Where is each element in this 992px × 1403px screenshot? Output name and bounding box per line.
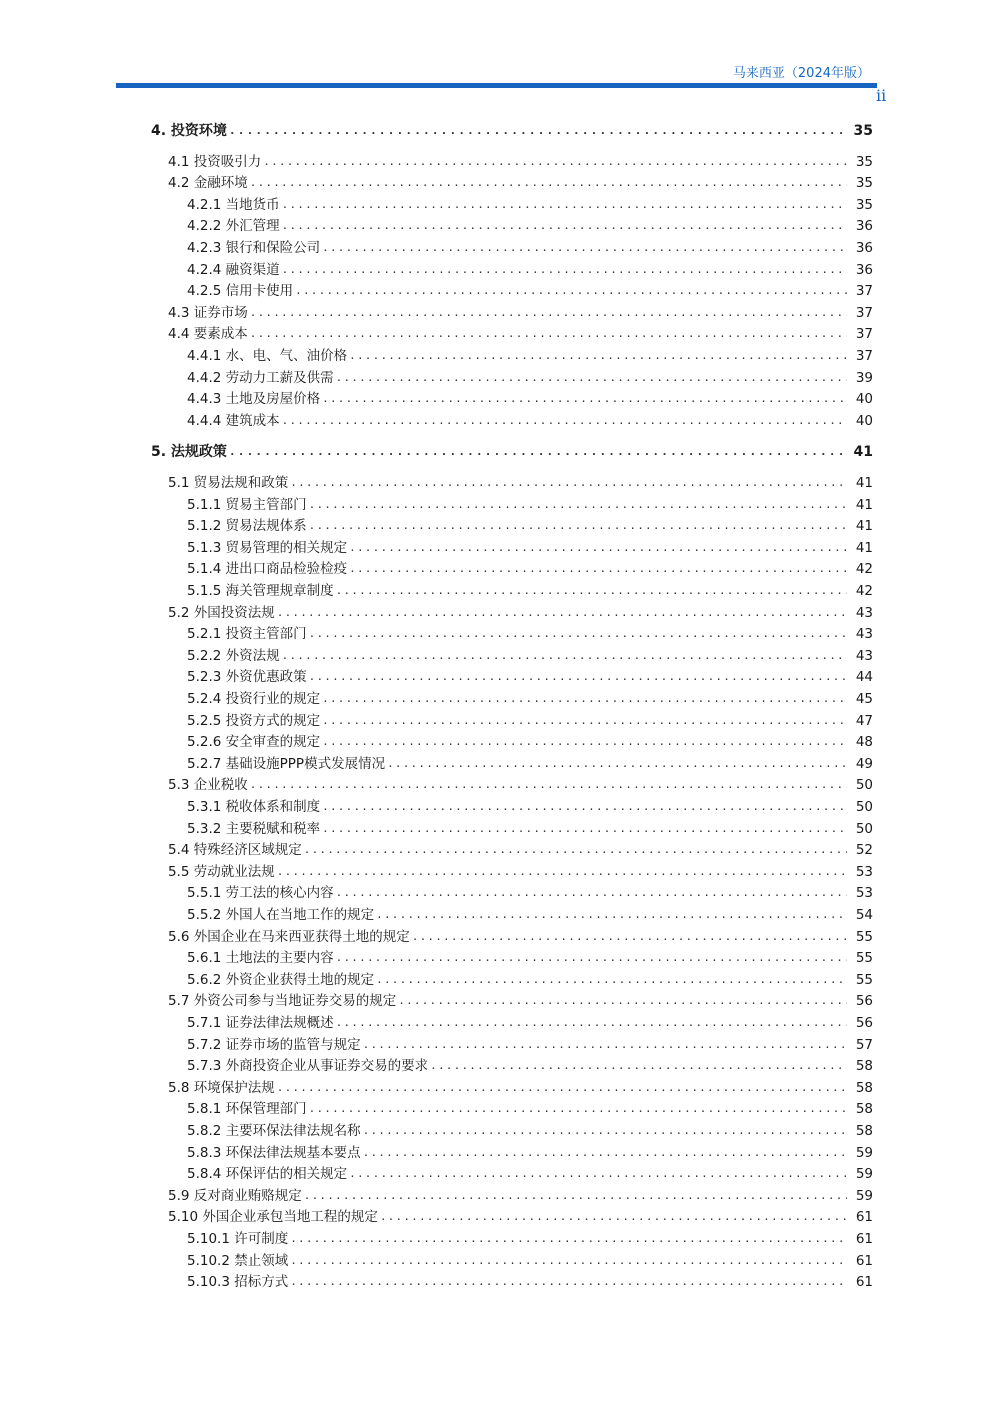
toc-dot-leader bbox=[336, 1012, 847, 1034]
toc-entry-page: 41 bbox=[855, 539, 873, 556]
toc-entry-label: 5.8.1 环保管理部门 bbox=[187, 1101, 307, 1118]
toc-dot-leader bbox=[349, 537, 847, 559]
toc-entry-page: 37 bbox=[855, 348, 873, 364]
toc-entry-label: 4.1 投资吸引力 bbox=[168, 153, 262, 170]
toc-dot-leader bbox=[277, 602, 847, 624]
toc-entry-label: 4.3 证券市场 bbox=[168, 304, 248, 321]
toc-entry-page: 50 bbox=[855, 799, 873, 815]
toc-entry-label: 5.1.3 贸易管理的相关规定 bbox=[187, 539, 348, 556]
toc-dot-leader bbox=[277, 1077, 847, 1099]
toc-entry-label: 5.5 劳动就业法规 bbox=[168, 863, 275, 880]
toc-entry-label: 5.8 环境保护法规 bbox=[168, 1079, 275, 1096]
toc-entry-label: 5.8.4 环保评估的相关规定 bbox=[187, 1166, 348, 1183]
toc-entry-label: 5.10 外国企业承包当地工程的规定 bbox=[168, 1209, 378, 1226]
toc-dot-leader bbox=[290, 1228, 847, 1250]
toc-entry[interactable] bbox=[0, 1077, 992, 1099]
toc-entry-page: 53 bbox=[855, 885, 873, 902]
toc-entry[interactable] bbox=[0, 710, 992, 732]
toc-dot-leader bbox=[277, 861, 847, 883]
toc-entry-page: 36 bbox=[855, 218, 873, 235]
toc-entry-label: 5.2.4 投资行业的规定 bbox=[187, 691, 321, 707]
toc-entry-label: 4.4.1 水、电、气、油价格 bbox=[187, 348, 348, 364]
toc-entry-label: 5. 法规政策 bbox=[151, 444, 227, 461]
toc-entry-label: 5.5.1 劳工法的核心内容 bbox=[187, 885, 334, 902]
toc-dot-leader bbox=[336, 580, 847, 602]
toc-entry[interactable] bbox=[0, 753, 992, 775]
toc-entry-label: 5.3.2 主要税赋和税率 bbox=[187, 820, 321, 837]
toc-dot-leader bbox=[380, 1206, 847, 1228]
toc-entry-page: 59 bbox=[855, 1144, 873, 1161]
toc-dot-leader bbox=[309, 494, 847, 516]
toc-dot-leader bbox=[322, 796, 847, 818]
toc-entry[interactable] bbox=[0, 151, 992, 173]
toc-entry[interactable] bbox=[0, 818, 992, 840]
toc-entry[interactable] bbox=[0, 194, 992, 216]
toc-dot-leader bbox=[349, 1163, 847, 1185]
page-number: ii bbox=[876, 86, 887, 105]
toc-entry-page: 39 bbox=[855, 369, 873, 386]
toc-entry-label: 5.2.5 投资方式的规定 bbox=[187, 712, 321, 729]
toc-entry[interactable] bbox=[0, 259, 992, 281]
toc-entry[interactable] bbox=[0, 215, 992, 237]
toc-entry[interactable] bbox=[0, 1034, 992, 1056]
toc-dot-leader bbox=[282, 645, 847, 667]
toc-entry-page: 37 bbox=[855, 283, 873, 300]
toc-entry[interactable] bbox=[0, 410, 992, 432]
toc-entry-label: 4.2 金融环境 bbox=[168, 175, 248, 192]
toc-entry-label: 4.4 要素成本 bbox=[168, 326, 248, 343]
toc-entry[interactable] bbox=[0, 947, 992, 969]
toc-dot-leader bbox=[376, 969, 847, 991]
toc-entry[interactable] bbox=[0, 861, 992, 883]
toc-entry-page: 56 bbox=[855, 1015, 873, 1031]
toc-dot-leader bbox=[304, 1185, 847, 1207]
toc-entry-page: 52 bbox=[855, 842, 873, 859]
toc-entry[interactable] bbox=[0, 323, 992, 345]
toc-entry-label: 4.4.2 劳动力工薪及供需 bbox=[187, 369, 334, 386]
toc-entry-page: 50 bbox=[855, 820, 873, 837]
toc-entry[interactable] bbox=[0, 623, 992, 645]
toc-entry[interactable] bbox=[0, 302, 992, 324]
toc-entry[interactable] bbox=[0, 645, 992, 667]
toc-dot-leader bbox=[309, 666, 847, 688]
toc-entry-label: 4. 投资环境 bbox=[151, 123, 227, 139]
toc-dot-leader bbox=[322, 688, 847, 710]
toc-entry-page: 43 bbox=[855, 626, 873, 643]
toc-dot-leader bbox=[290, 1250, 847, 1272]
toc-entry-page: 41 bbox=[855, 518, 873, 535]
toc-entry-label: 5.1 贸易法规和政策 bbox=[168, 475, 289, 491]
toc-entry[interactable] bbox=[0, 1206, 992, 1228]
toc-entry[interactable] bbox=[0, 882, 992, 904]
toc-entry[interactable] bbox=[0, 1098, 992, 1120]
toc-entry-page: 42 bbox=[855, 583, 873, 599]
toc-dot-leader bbox=[295, 280, 847, 302]
toc-dot-leader bbox=[336, 947, 847, 969]
toc-entry-label: 5.2.3 外资优惠政策 bbox=[187, 669, 307, 686]
toc-entry-page: 43 bbox=[855, 604, 873, 621]
toc-entry-page: 61 bbox=[855, 1209, 873, 1226]
toc-entry-page: 58 bbox=[855, 1079, 873, 1096]
toc-dot-leader bbox=[430, 1055, 847, 1077]
toc-dot-leader bbox=[322, 818, 847, 840]
toc-entry[interactable] bbox=[0, 537, 992, 559]
toc-entry-page: 47 bbox=[855, 712, 873, 729]
toc-entry[interactable] bbox=[0, 237, 992, 259]
toc-entry-page: 61 bbox=[855, 1274, 873, 1291]
toc-entry-page: 59 bbox=[855, 1166, 873, 1183]
toc-entry-page: 55 bbox=[855, 928, 873, 945]
toc-dot-leader bbox=[309, 623, 847, 645]
toc-dot-leader bbox=[229, 120, 847, 142]
toc-entry[interactable] bbox=[0, 1142, 992, 1164]
toc-dot-leader bbox=[309, 1098, 847, 1120]
toc-dot-leader bbox=[229, 441, 847, 463]
toc-entry-label: 5.2.7 基础设施PPP模式发展情况 bbox=[187, 755, 386, 772]
toc-dot-leader bbox=[282, 194, 847, 216]
toc-entry-page: 37 bbox=[855, 304, 873, 321]
toc-entry-page: 61 bbox=[855, 1231, 873, 1247]
toc-entry[interactable] bbox=[0, 345, 992, 367]
toc-entry-label: 4.2.5 信用卡使用 bbox=[187, 283, 294, 300]
toc-entry-page: 56 bbox=[855, 993, 873, 1010]
toc-entry-page: 54 bbox=[855, 907, 873, 923]
toc-entry-page: 41 bbox=[855, 496, 873, 513]
toc-entry-label: 4.2.2 外汇管理 bbox=[187, 218, 280, 235]
toc-entry-page: 44 bbox=[855, 669, 873, 686]
toc-entry-page: 40 bbox=[855, 412, 873, 429]
toc-entry[interactable] bbox=[0, 1120, 992, 1142]
toc-entry-label: 5.2.2 外资法规 bbox=[187, 647, 280, 664]
toc-entry-label: 5.9 反对商业贿赂规定 bbox=[168, 1187, 302, 1204]
toc-entry[interactable] bbox=[0, 494, 992, 516]
toc-entry[interactable] bbox=[0, 774, 992, 796]
toc-entry-label: 5.10.3 招标方式 bbox=[187, 1274, 289, 1291]
toc-entry-label: 5.1.5 海关管理规章制度 bbox=[187, 583, 334, 599]
toc-entry-label: 5.7.1 证券法律法规概述 bbox=[187, 1015, 334, 1031]
toc-chapter-entry[interactable] bbox=[0, 441, 992, 463]
toc-dot-leader bbox=[250, 774, 847, 796]
toc-entry-page: 61 bbox=[855, 1252, 873, 1269]
toc-entry-page: 35 bbox=[855, 196, 873, 213]
toc-entry-label: 5.7.3 外商投资企业从事证券交易的要求 bbox=[187, 1058, 429, 1075]
toc-chapter-entry[interactable] bbox=[0, 120, 992, 142]
toc-entry[interactable] bbox=[0, 172, 992, 194]
toc-entry[interactable] bbox=[0, 280, 992, 302]
toc-entry[interactable] bbox=[0, 388, 992, 410]
toc-entry-label: 4.2.3 银行和保险公司 bbox=[187, 240, 321, 256]
toc-entry[interactable] bbox=[0, 1163, 992, 1185]
toc-entry[interactable] bbox=[0, 580, 992, 602]
toc-entry[interactable] bbox=[0, 1185, 992, 1207]
toc-entry-label: 5.1.4 进出口商品检验检疫 bbox=[187, 561, 348, 578]
toc-entry-page: 37 bbox=[855, 326, 873, 343]
toc-entry[interactable] bbox=[0, 602, 992, 624]
toc-entry-page: 57 bbox=[855, 1036, 873, 1053]
toc-dot-leader bbox=[282, 410, 847, 432]
toc-entry-page: 42 bbox=[855, 561, 873, 578]
toc-entry[interactable] bbox=[0, 731, 992, 753]
toc-entry[interactable] bbox=[0, 688, 992, 710]
toc-dot-leader bbox=[363, 1120, 847, 1142]
toc-entry-page: 48 bbox=[855, 734, 873, 751]
toc-entry-label: 5.1.1 贸易主管部门 bbox=[187, 496, 307, 513]
toc-entry[interactable] bbox=[0, 1055, 992, 1077]
toc-dot-leader bbox=[336, 367, 847, 389]
toc-entry-page: 41 bbox=[853, 444, 873, 461]
toc-entry[interactable] bbox=[0, 1250, 992, 1272]
toc-entry-page: 53 bbox=[855, 863, 873, 880]
toc-entry-page: 35 bbox=[855, 153, 873, 170]
toc-entry-label: 5.6.1 土地法的主要内容 bbox=[187, 950, 334, 967]
toc-entry-label: 5.2.6 安全审查的规定 bbox=[187, 734, 321, 751]
toc-dot-leader bbox=[250, 172, 847, 194]
toc-dot-leader bbox=[322, 731, 847, 753]
toc-dot-leader bbox=[250, 323, 847, 345]
toc-dot-leader bbox=[349, 345, 847, 367]
toc-entry-label: 5.8.2 主要环保法律法规名称 bbox=[187, 1123, 361, 1139]
toc-entry-label: 5.4 特殊经济区域规定 bbox=[168, 842, 302, 859]
toc-dot-leader bbox=[363, 1142, 847, 1164]
toc-entry-page: 45 bbox=[855, 691, 873, 707]
running-header-title: 马来西亚（2024年版） bbox=[732, 66, 870, 81]
toc-entry[interactable] bbox=[0, 1012, 992, 1034]
toc-dot-leader bbox=[250, 302, 847, 324]
toc-entry-label: 5.2 外国投资法规 bbox=[168, 604, 275, 621]
toc-entry[interactable] bbox=[0, 558, 992, 580]
toc-entry-page: 41 bbox=[855, 475, 873, 491]
toc-dot-leader bbox=[304, 839, 847, 861]
toc-entry-label: 4.4.3 土地及房屋价格 bbox=[187, 391, 321, 408]
toc-entry-page: 58 bbox=[855, 1101, 873, 1118]
toc-dot-leader bbox=[290, 1271, 847, 1293]
toc-entry-page: 58 bbox=[855, 1123, 873, 1139]
toc-entry-page: 40 bbox=[855, 391, 873, 408]
toc-dot-leader bbox=[282, 259, 847, 281]
toc-entry-page: 35 bbox=[855, 175, 873, 192]
toc-entry[interactable] bbox=[0, 904, 992, 926]
header-rule bbox=[116, 83, 877, 88]
toc-entry-label: 5.1.2 贸易法规体系 bbox=[187, 518, 307, 535]
toc-dot-leader bbox=[282, 215, 847, 237]
toc-entry-label: 5.5.2 外国人在当地工作的规定 bbox=[187, 907, 375, 923]
toc-entry-page: 55 bbox=[855, 950, 873, 967]
toc-dot-leader bbox=[376, 904, 847, 926]
toc-dot-leader bbox=[322, 237, 847, 259]
toc-entry-label: 5.3.1 税收体系和制度 bbox=[187, 799, 321, 815]
toc-entry[interactable] bbox=[0, 666, 992, 688]
toc-entry-label: 5.2.1 投资主管部门 bbox=[187, 626, 307, 643]
toc-entry[interactable] bbox=[0, 472, 992, 494]
toc-dot-leader bbox=[263, 151, 847, 173]
toc-entry-label: 5.8.3 环保法律法规基本要点 bbox=[187, 1144, 361, 1161]
toc-dot-leader bbox=[412, 926, 847, 948]
toc-entry[interactable] bbox=[0, 367, 992, 389]
toc-entry-page: 50 bbox=[855, 777, 873, 794]
toc-entry[interactable] bbox=[0, 1228, 992, 1250]
toc-entry-page: 36 bbox=[855, 240, 873, 256]
toc-entry-label: 4.2.4 融资渠道 bbox=[187, 261, 280, 278]
toc-entry-page: 35 bbox=[853, 123, 873, 139]
toc-entry[interactable] bbox=[0, 796, 992, 818]
toc-entry-label: 5.7.2 证券市场的监管与规定 bbox=[187, 1036, 361, 1053]
toc-entry-page: 58 bbox=[855, 1058, 873, 1075]
toc-entry[interactable] bbox=[0, 1271, 992, 1293]
toc-entry-page: 59 bbox=[855, 1187, 873, 1204]
toc-entry[interactable] bbox=[0, 990, 992, 1012]
toc-entry-page: 55 bbox=[855, 971, 873, 988]
toc-entry-label: 4.4.4 建筑成本 bbox=[187, 412, 280, 429]
toc-entry[interactable] bbox=[0, 969, 992, 991]
toc-entry-label: 5.10.1 许可制度 bbox=[187, 1231, 289, 1247]
toc-entry-label: 4.2.1 当地货币 bbox=[187, 196, 280, 213]
toc-dot-leader bbox=[398, 990, 847, 1012]
toc-dot-leader bbox=[322, 710, 847, 732]
toc-entry-label: 5.7 外资公司参与当地证券交易的规定 bbox=[168, 993, 397, 1010]
toc-entry-label: 5.6.2 外资企业获得土地的规定 bbox=[187, 971, 375, 988]
toc-entry-label: 5.10.2 禁止领域 bbox=[187, 1252, 289, 1269]
toc-dot-leader bbox=[349, 558, 847, 580]
toc-dot-leader bbox=[363, 1034, 847, 1056]
toc-entry-label: 5.6 外国企业在马来西亚获得土地的规定 bbox=[168, 928, 410, 945]
toc-dot-leader bbox=[309, 515, 847, 537]
toc-entry-page: 36 bbox=[855, 261, 873, 278]
toc-dot-leader bbox=[336, 882, 847, 904]
toc-entry-page: 43 bbox=[855, 647, 873, 664]
toc-dot-leader bbox=[322, 388, 847, 410]
toc-entry[interactable] bbox=[0, 926, 992, 948]
toc-entry[interactable] bbox=[0, 515, 992, 537]
toc-entry[interactable] bbox=[0, 839, 992, 861]
toc-dot-leader bbox=[290, 472, 847, 494]
toc-entry-page: 49 bbox=[855, 755, 873, 772]
toc-entry-label: 5.3 企业税收 bbox=[168, 777, 248, 794]
toc-dot-leader bbox=[387, 753, 847, 775]
